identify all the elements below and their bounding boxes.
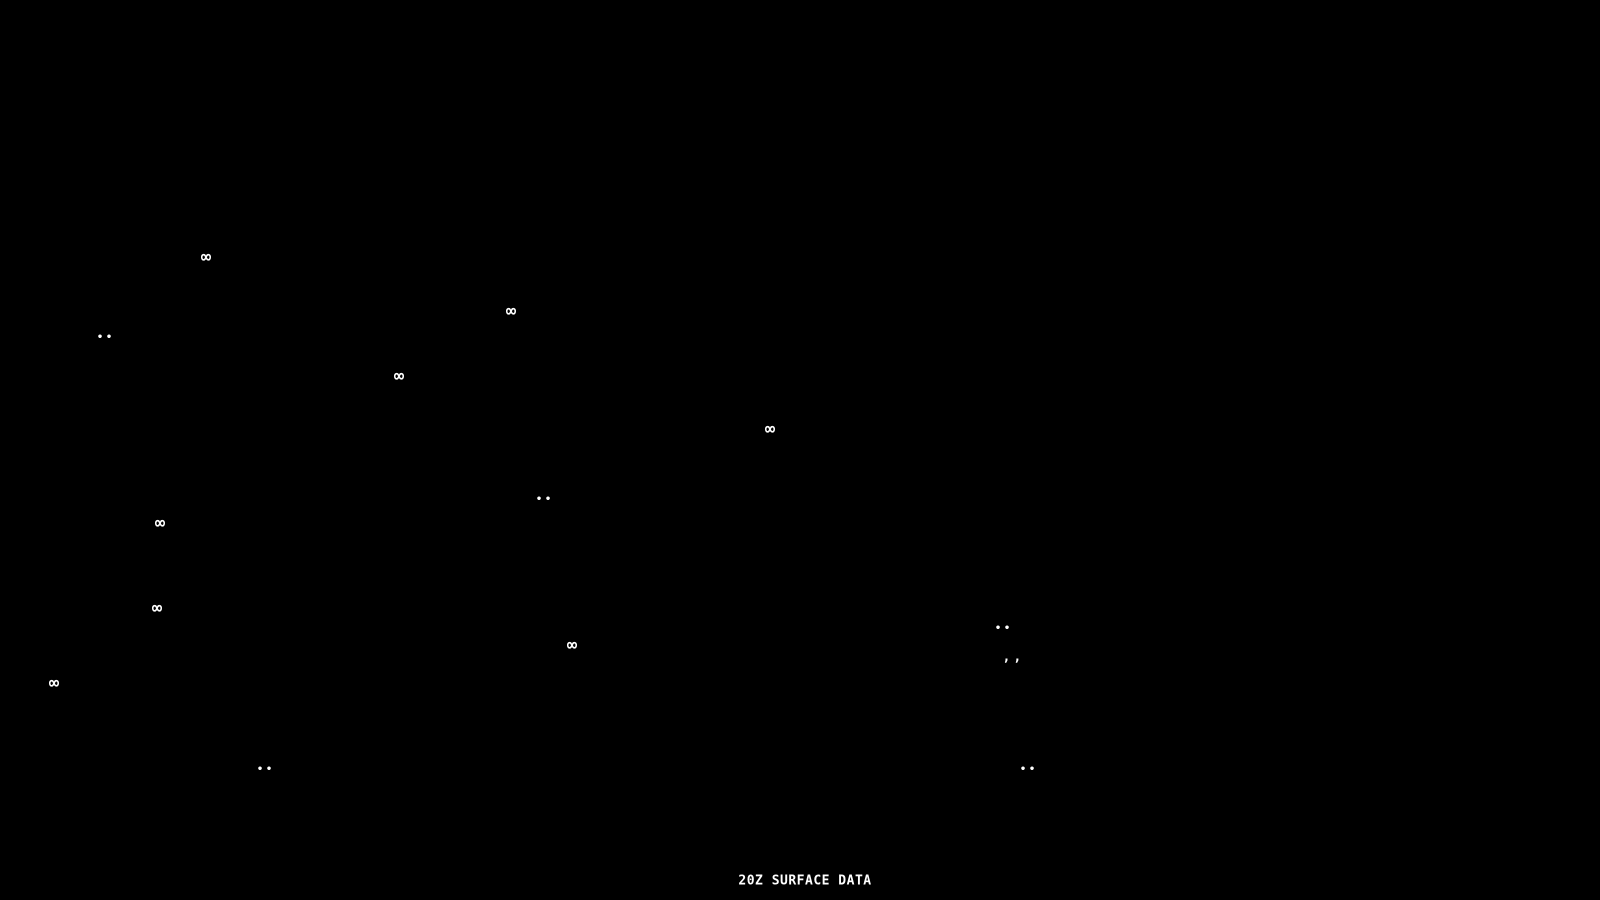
haze-icon: ∞ xyxy=(393,366,405,387)
haze-icon: ∞ xyxy=(200,247,212,268)
light-rain-icon: •• xyxy=(535,494,555,505)
light-rain-icon: •• xyxy=(96,332,116,343)
haze-icon: ∞ xyxy=(48,673,60,694)
haze-icon: ∞ xyxy=(154,513,166,534)
light-rain-icon: •• xyxy=(256,764,276,775)
light-rain-icon: •• xyxy=(994,623,1014,634)
haze-icon: ∞ xyxy=(764,419,776,440)
haze-icon: ∞ xyxy=(151,598,163,619)
map-title: 20Z SURFACE DATA xyxy=(738,873,872,889)
haze-icon: ∞ xyxy=(505,301,517,322)
haze-icon: ∞ xyxy=(566,635,578,656)
light-rain-icon: •• xyxy=(1019,764,1039,775)
drizzle-icon: ’’ xyxy=(1002,657,1024,673)
